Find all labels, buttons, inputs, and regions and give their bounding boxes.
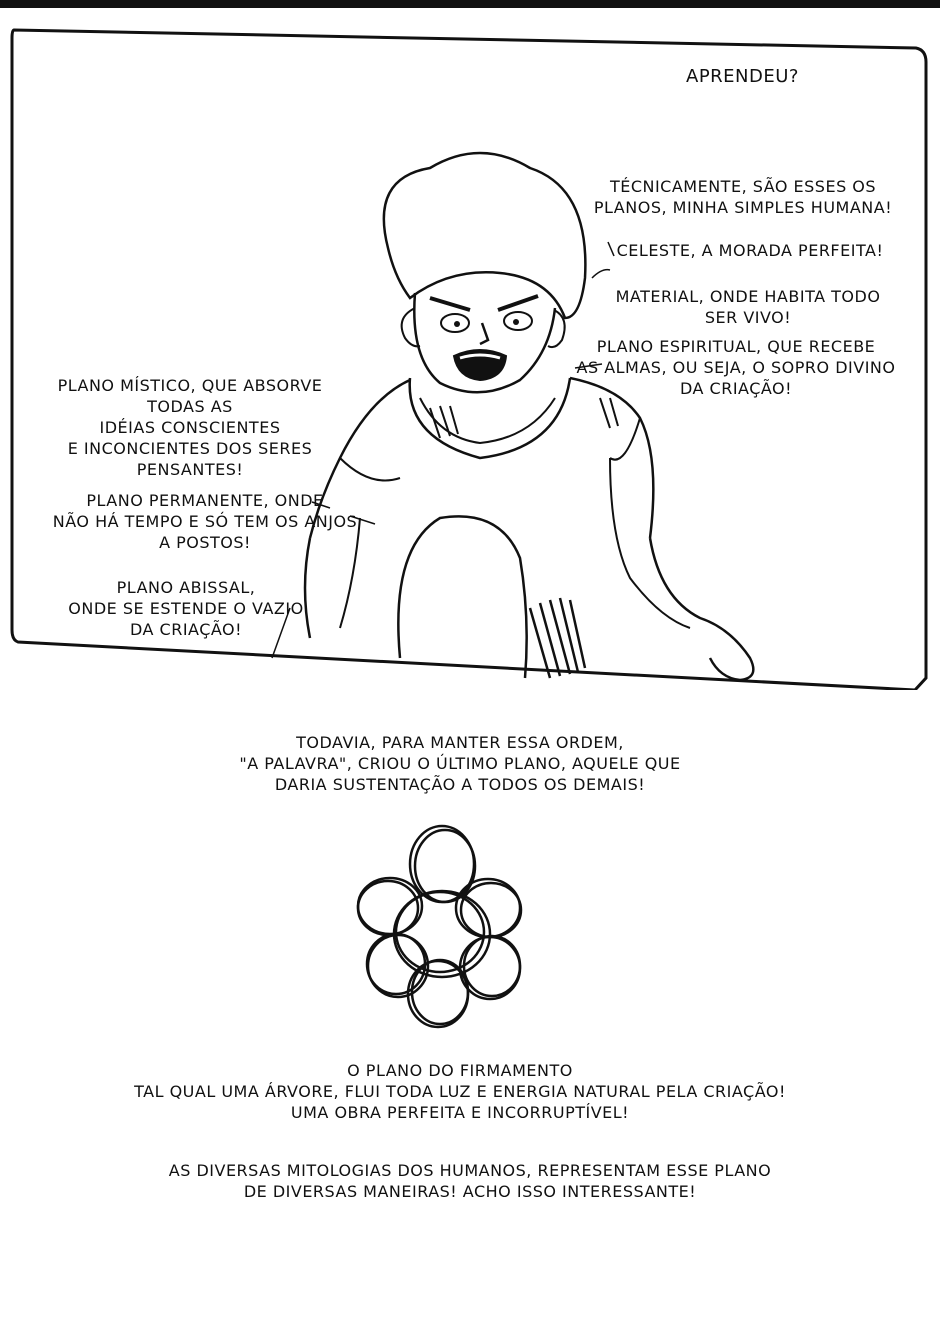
speech-celeste: CELESTE, A MORADA PERFEITA! <box>616 241 884 260</box>
narration-mitologias: AS DIVERSAS MITOLOGIAS DOS HUMANOS, REPRESENTAM ESSE PLANO DE DIVERSAS MANEIRAS! ACHO ISSO INTERESSANTE! <box>168 1161 772 1201</box>
speech-mistico: PLANO MÍSTICO, QUE ABSORVE TODAS AS IDÉIAS CONSCIENTES E INCONCIENTES DOS SERES PENSANTES! <box>57 376 323 479</box>
narration-firmamento: O PLANO DO FIRMAMENTO TAL QUAL UMA ÁRVORE, FLUI TODA LUZ E ENERGIA NATURAL PELA CRIAÇÃO! UMA OBRA PERFEITA E INCORRUPTÍVEL! <box>134 1061 786 1122</box>
speech-material: MATERIAL, ONDE HABITA TODO SER VIVO! <box>615 287 881 327</box>
speech-espiritual: PLANO ESPIRITUAL, QUE RECEBE AS ALMAS, OU SEJA, O SOPRO DIVINO DA CRIAÇÃO! <box>576 337 896 398</box>
firmament-flower-drawing <box>350 816 530 1032</box>
narration-todavia: TODAVIA, PARA MANTER ESSA ORDEM, "A PALAVRA", CRIOU O ÚLTIMO PLANO, AQUELE QUE DARIA SUSTENTAÇÃO A TODOS OS DEMAIS! <box>239 733 681 794</box>
speech-permanente: PLANO PERMANENTE, ONDE NÃO HÁ TEMPO E SÓ TEM OS ANJOS A POSTOS! <box>52 491 358 552</box>
page-top-edge <box>0 0 940 8</box>
speech-tecnicamente: TÉCNICAMENTE, SÃO ESSES OS PLANOS, MINHA SIMPLES HUMANA! <box>593 177 893 217</box>
speech-aprendeu: APRENDEU? <box>686 66 799 87</box>
speech-abissal: PLANO ABISSAL, ONDE SE ESTENDE O VAZIO DA CRIAÇÃO! <box>68 578 304 639</box>
